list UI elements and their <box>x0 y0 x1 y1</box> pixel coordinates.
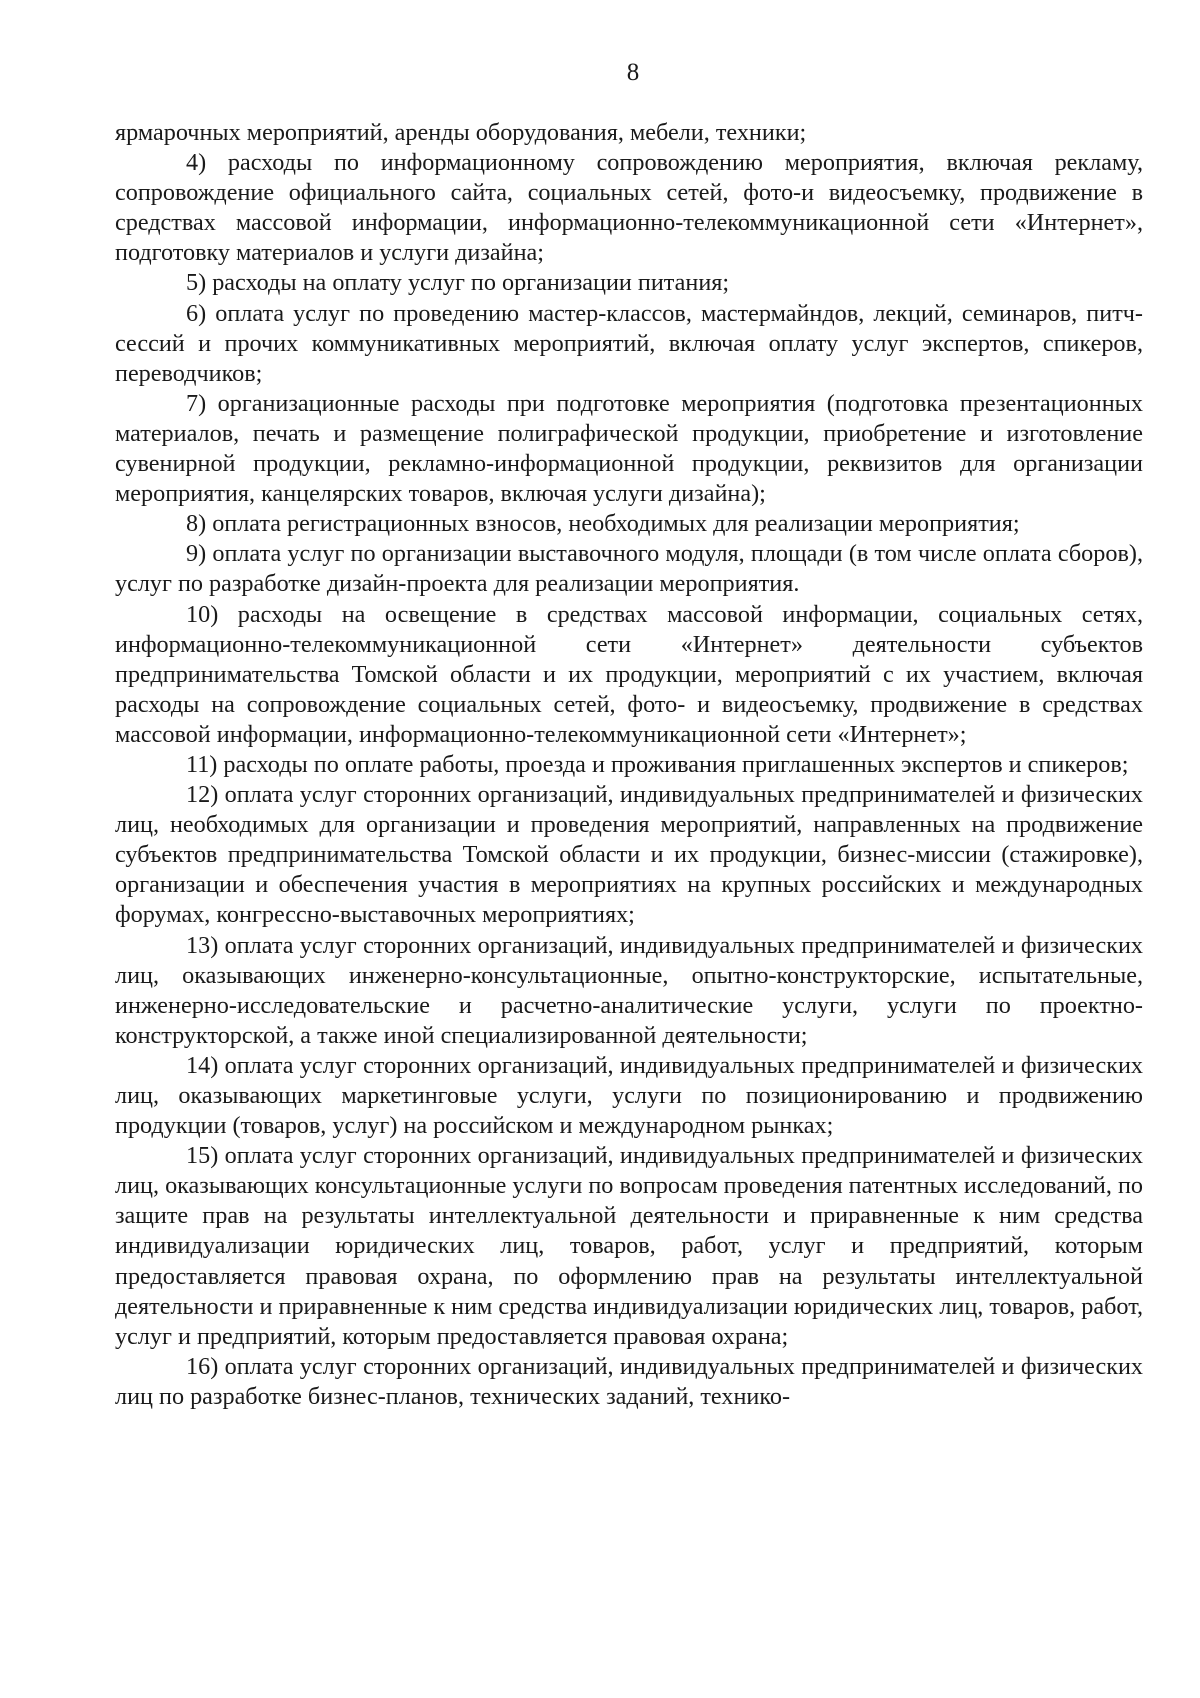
list-item-13: 13) оплата услуг сторонних организаций, индивидуальных предпринимателей и физических лиц, оказывающих инженерно-консультационные, опытно-конструкторские, испытательные, инженерно-исследовательские и расчетно-аналитические услуги, услуги по проектно-конструкторской, а также иной специализированной деятельности; <box>115 931 1143 1049</box>
list-item-14: 14) оплата услуг сторонних организаций, индивидуальных предпринимателей и физических лиц, оказывающих маркетинговые услуги, услуги по позиционированию и продвижению продукции (товаров, услуг) на российском и международном рынках; <box>115 1051 1143 1140</box>
list-item-10: 10) расходы на освещение в средствах массовой информации, социальных сетях, информационно-телекоммуникационной сети «Интернет» деятельности субъектов предпринимательства Томской области и их продукции, мероприятий с их участием, включая расходы на сопровождение социальных сетей, фото- и видеосъемку, продвижение в средствах массовой информации, информационно-телекоммуникационной сети «Интернет»; <box>115 600 1143 748</box>
list-item-8: 8) оплата регистрационных взносов, необходимых для реализации мероприятия; <box>186 510 1020 538</box>
list-item-5: 5) расходы на оплату услуг по организации питания; <box>186 269 730 297</box>
list-item-11: 11) расходы по оплате работы, проезда и проживания приглашенных экспертов и спикеров; <box>186 750 1129 778</box>
page-number: 8 <box>626 59 640 86</box>
document-body <box>115 118 1143 1412</box>
list-item-4: 4) расходы по информационному сопровождению мероприятия, включая рекламу, сопровождение официального сайта, социальных сетей, фото-и видеосъемку, продвижение в средствах массовой информации, информационно-телекоммуникационной сети «Интернет», подготовку материалов и услуги дизайна; <box>115 149 1143 267</box>
paragraph-continuation: ярмарочных мероприятий, аренды оборудования, мебели, техники; <box>115 119 807 146</box>
list-item-7: 7) организационные расходы при подготовке мероприятия (подготовка презентационных материалов, печать и размещение полиграфической продукции, приобретение и изготовление сувенирной продукции, рекламно-информационной продукции, реквизитов для организации мероприятия, канцелярских товаров, включая услуги дизайна); <box>115 389 1143 508</box>
list-item-12: 12) оплата услуг сторонних организаций, индивидуальных предпринимателей и физических лиц, необходимых для организации и проведения мероприятий, направленных на продвижение субъектов предпринимательства Томской области и их продукции, бизнес-миссии (стажировке), организации и обеспечения участия в мероприятиях на крупных российских и международных форумах, конгрессно-выставочных мероприятиях; <box>115 781 1143 929</box>
list-item-16: 16) оплата услуг сторонних организаций, индивидуальных предпринимателей и физических лиц по разработке бизнес-планов, технических заданий, технико- <box>115 1352 1143 1410</box>
list-item-15: 15) оплата услуг сторонних организаций, индивидуальных предпринимателей и физических лиц, оказывающих консультационные услуги по вопросам проведения патентных исследований, по защите прав на результаты интеллектуальной деятельности и приравненные к ним средства индивидуализации юридических лиц, товаров, работ, услуг и предприятий, которым предоставляется правовая охрана, по оформлению прав на результаты интеллектуальной деятельности и приравненные к ним средства индивидуализации юридических лиц, товаров, работ, услуг и предприятий, которым предоставляется правовая охрана; <box>115 1142 1143 1350</box>
list-item-9: 9) оплата услуг по организации выставочного модуля, площади (в том числе оплата сборов), услуг по разработке дизайн-проекта для реализации мероприятия. <box>115 540 1143 598</box>
list-item-6: 6) оплата услуг по проведению мастер-классов, мастермайндов, лекций, семинаров, питч-сессий и прочих коммуникативных мероприятий, включая оплату услуг экспертов, спикеров, переводчиков; <box>115 299 1143 387</box>
